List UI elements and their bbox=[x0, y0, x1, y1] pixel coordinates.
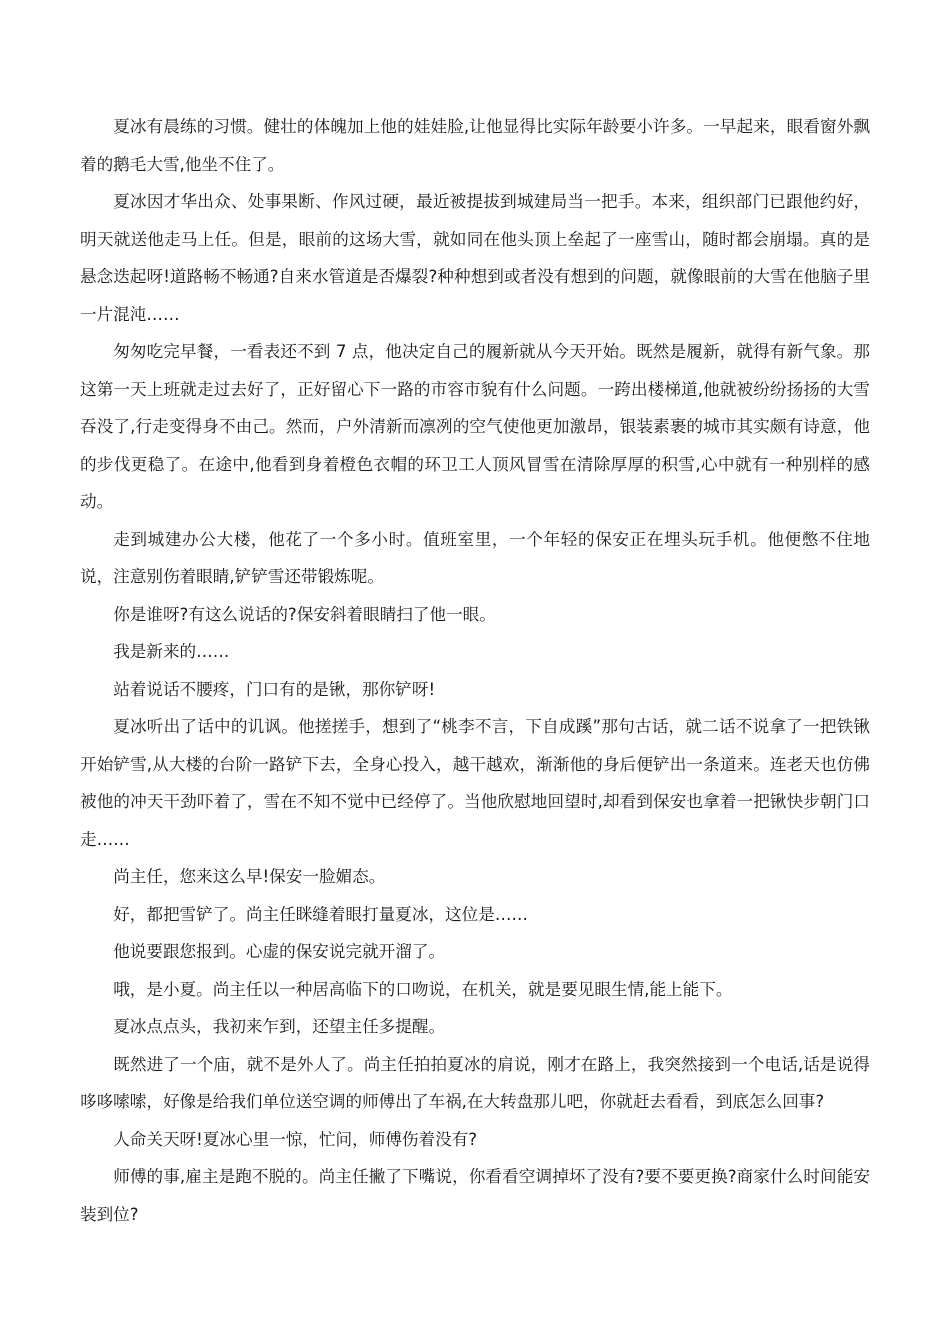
paragraph-13: 夏冰点点头，我初来乍到，还望主任多提醒。 bbox=[113, 1017, 446, 1036]
paragraph-5: 你是谁呀?有这么说话的?保安斜着眼睛扫了他一眼。 bbox=[113, 604, 496, 624]
paragraph-9: 尚主任，您来这么早!保安一脸媚态。 bbox=[113, 867, 386, 886]
paragraph-16: 师傅的事,雇主是跑不脱的。尚主任撇了下嘴说，你看看空调掉坏了没有?要不要更换?商家什么时间能安装到位? bbox=[80, 1167, 870, 1224]
paragraph-10: 好，都把雪铲了。尚主任眯缝着眼打量夏冰，这位是…… bbox=[113, 904, 529, 924]
paragraph-1: 夏冰有晨练的习惯。健壮的体魄加上他的娃娃脸,让他显得比实际年龄要小许多。一早起来，眼看窗外飘着的鹅毛大雪,他坐不住了。 bbox=[80, 117, 870, 174]
paragraph-15: 人命关天呀!夏冰心里一惊，忙问，师傅伤着没有? bbox=[113, 1129, 478, 1149]
paragraph-8: 夏冰听出了话中的讥讽。他搓搓手，想到了“桃李不言，下自成蹊”那句古话，就二话不说拿了一把铁锹开始铲雪,从大楼的台阶一路铲下去，全身心投入，越干越欢，渐渐他的身后便铲出一条道来。连老天也仿佛被他的冲天干劲吓着了，雪在不知不觉中已经停了。当他欣慰地回望时,却看到保安也拿着一把锹快步朝门口走…… bbox=[80, 717, 870, 849]
paragraph-12: 哦，是小夏。尚主任以一种居高临下的口吻说，在机关，就是要见眼生情,能上能下。 bbox=[113, 979, 733, 999]
paragraph-7: 站着说话不腰疼，门口有的是锹，那你铲呀! bbox=[113, 679, 436, 699]
paragraph-2: 夏冰因才华出众、处事果断、作风过硬，最近被提拔到城建局当一把手。本来，组织部门已跟他约好，明天就送他走马上任。但是，眼前的这场大雪，就如同在他头顶上垒起了一座雪山，随时都会崩塌。真的是悬念迭起呀!道路畅不畅通?自来水管道是否爆裂?种种想到或者没有想到的问题，就像眼前的大雪在他脑子里一片混沌…… bbox=[80, 192, 870, 324]
paragraph-4: 走到城建办公大楼，他花了一个多小时。值班室里，一个年轻的保安正在埋头玩手机。他便憋不住地说，注意别伤着眼睛,铲铲雪还带锻炼呢。 bbox=[80, 529, 870, 586]
paragraph-14: 既然进了一个庙，就不是外人了。尚主任拍拍夏冰的肩说，刚才在路上，我突然接到一个电话,话是说得哆哆嗦嗦，好像是给我们单位送空调的师傅出了车祸,在大转盘那儿吧，你就赶去看看，到底怎么回事? bbox=[80, 1054, 870, 1111]
paragraph-6: 我是新来的…… bbox=[113, 642, 230, 661]
document-page bbox=[80, 108, 870, 1233]
paragraph-11: 他说要跟您报到。心虚的保安说完就开溜了。 bbox=[113, 942, 446, 961]
paragraph-3: 匆匆吃完早餐，一看表还不到 7 点，他决定自己的履新就从今天开始。既然是履新，就得有新气象。那这第一天上班就走过去好了，正好留心下一路的市容市貌有什么问题。一跨出楼梯道,他就被纷纷扬扬的大雪吞没了,行走变得身不由己。然而，户外清新而凛冽的空气使他更加激昂，银装素裹的城市其实颇有诗意，他的步伐更稳了。在途中,他看到身着橙色衣帽的环卫工人顶风冒雪在清除厚厚的积雪,心中就有一种别样的感动。 bbox=[80, 342, 870, 511]
